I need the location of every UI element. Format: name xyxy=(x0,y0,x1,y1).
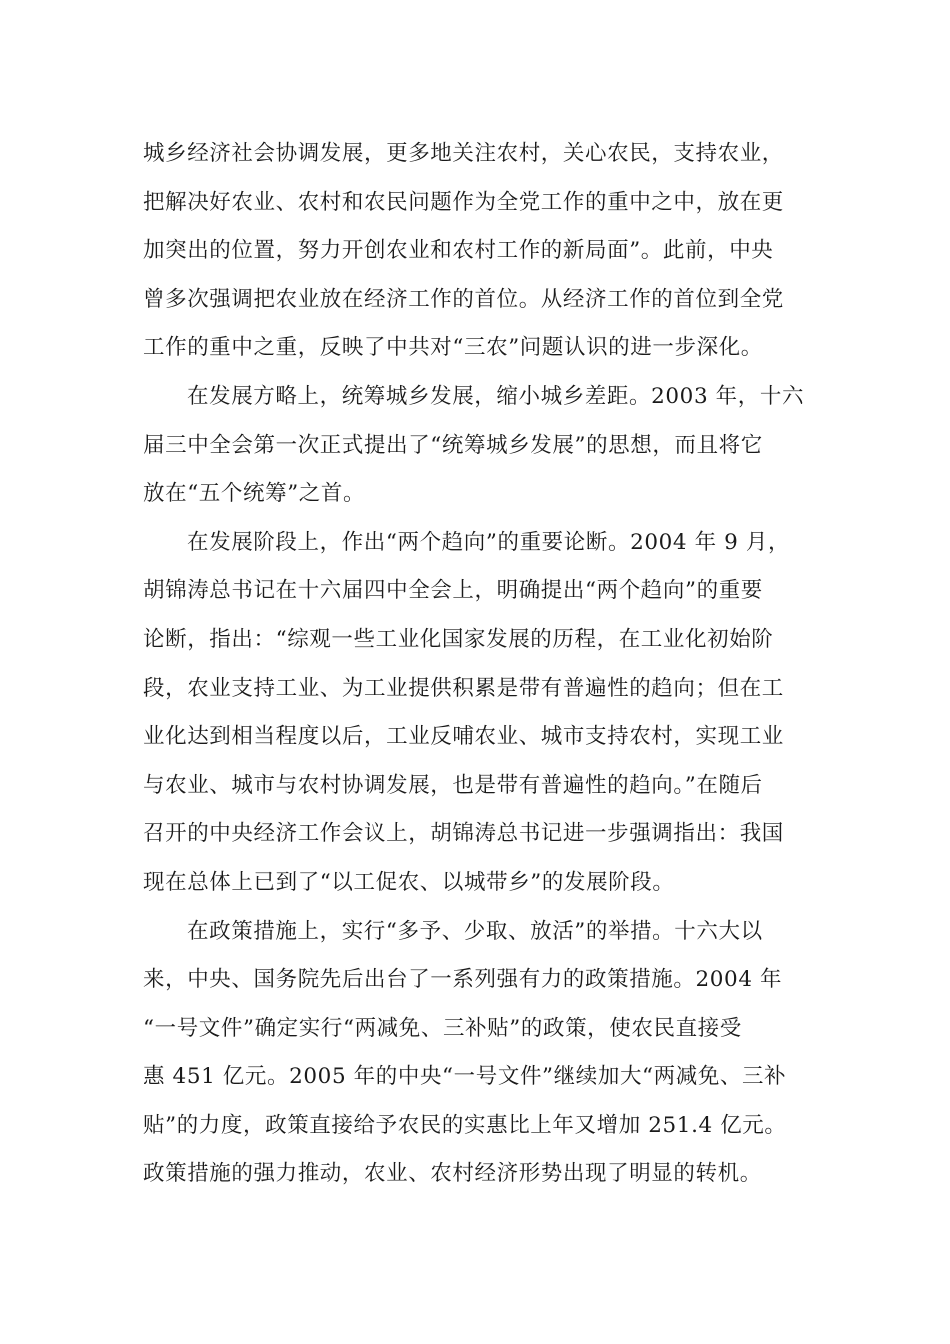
text-line: 政策措施的强力推动，农业、农村经济形势出现了明显的转机。 xyxy=(143,1161,762,1187)
text-line: 召开的中央经济工作会议上，胡锦涛总书记进一步强调指出：我国 xyxy=(143,821,784,847)
paragraph-first-line: 在发展方略上，统筹城乡发展，缩小城乡差距。2003 年，十六 xyxy=(187,383,805,409)
paragraph-first-line: 在政策措施上，实行“多予、少取、放活”的举措。十六大以 xyxy=(187,918,763,944)
text-line: 工作的重中之重，反映了中共对“三农”问题认识的进一步深化。 xyxy=(143,335,763,361)
paragraph-first-line: 在发展阶段上，作出“两个趋向”的重要论断。2004 年 9 月， xyxy=(187,529,791,555)
text-line: 惠 451 亿元。2005 年的中央“一号文件”继续加大“两减免、三补 xyxy=(143,1064,787,1090)
body-text xyxy=(143,130,823,1199)
text-line: 段，农业支持工业、为工业提供积累是带有普遍性的趋向；但在工 xyxy=(143,675,784,701)
text-line: 届三中全会第一次正式提出了“统筹城乡发展”的思想，而且将它 xyxy=(143,432,763,458)
text-line: 贴”的力度，政策直接给予农民的实惠比上年又增加 251.4 亿元。 xyxy=(143,1112,787,1138)
text-line: 论断，指出：“综观一些工业化国家发展的历程，在工业化初始阶 xyxy=(143,626,774,652)
text-line: 现在总体上已到了“以工促农、以城带乡”的发展阶段。 xyxy=(143,869,675,895)
text-line: 加突出的位置，努力开创农业和农村工作的新局面”。此前，中央 xyxy=(143,238,774,264)
text-line: 把解决好农业、农村和农民问题作为全党工作的重中之中，放在更 xyxy=(143,189,784,215)
text-line: 放在“五个统筹”之首。 xyxy=(143,481,366,507)
text-line: 业化达到相当程度以后，工业反哺农业、城市支持农村，实现工业 xyxy=(143,724,784,750)
text-line: 胡锦涛总书记在十六届四中全会上，明确提出“两个趋向”的重要 xyxy=(143,578,763,604)
text-line: 城乡经济社会协调发展，更多地关注农村，关心农民，支持农业， xyxy=(143,141,784,166)
text-line: 与农业、城市与农村协调发展，也是带有普遍性的趋向。”在随后 xyxy=(143,772,763,798)
text-line: “一号文件”确定实行“两减免、三补贴”的政策，使农民直接受 xyxy=(143,1015,742,1041)
text-line: 曾多次强调把农业放在经济工作的首位。从经济工作的首位到全党 xyxy=(143,286,784,312)
text-line: 来，中央、国务院先后出台了一系列强有力的政策措施。2004 年 xyxy=(143,967,783,993)
